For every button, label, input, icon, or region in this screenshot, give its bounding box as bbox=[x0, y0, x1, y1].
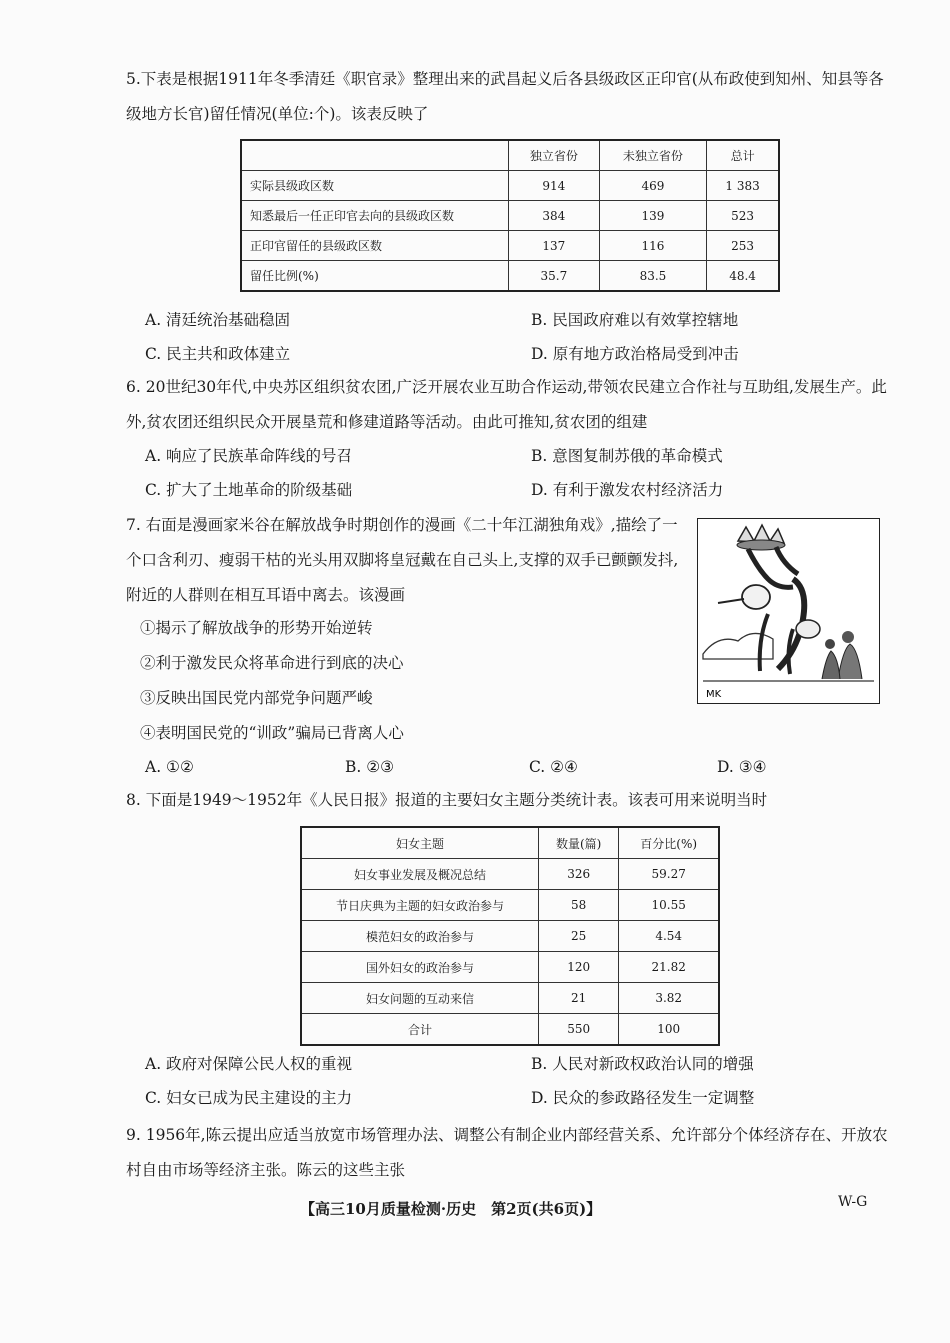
q7-cartoon bbox=[697, 518, 880, 704]
table-header-cell: 未独立省份 bbox=[599, 140, 706, 171]
q9-stem: 9. 1956年,陈云提出应适当放宽市场管理办法、调整公有制企业内部经营关系、允许部分个体经济存在、开放农村自由市场等经济主张。陈云的这些主张 bbox=[126, 1126, 888, 1179]
q8-option-d[interactable]: D. 民众的参政路径发生一定调整 bbox=[531, 1089, 755, 1107]
table-cell: 正印官留任的县级政区数 bbox=[241, 231, 509, 261]
table-cell: 知悉最后一任正印官去向的县级政区数 bbox=[241, 201, 509, 231]
table-row bbox=[301, 952, 719, 983]
table-row bbox=[301, 1014, 719, 1046]
table-cell: 节日庆典为主题的妇女政治参与 bbox=[301, 890, 539, 921]
table-cell: 550 bbox=[539, 1014, 619, 1046]
table-cell: 58 bbox=[539, 890, 619, 921]
q7-option-a[interactable]: A. ①② bbox=[145, 758, 194, 776]
table-row bbox=[301, 921, 719, 952]
cartoon-illustration bbox=[698, 519, 879, 703]
table-row bbox=[301, 890, 719, 921]
q5-option-b[interactable]: B. 民国政府难以有效掌控辖地 bbox=[531, 311, 739, 329]
q8-stem: 8. 下面是1949～1952年《人民日报》报道的主要妇女主题分类统计表。该表可用来说明当时 bbox=[126, 791, 768, 809]
table-header-cell: 百分比(%) bbox=[619, 827, 719, 859]
q5-options bbox=[145, 303, 845, 371]
q5-option-d[interactable]: D. 原有地方政治格局受到冲击 bbox=[531, 345, 739, 363]
table-cell: 914 bbox=[509, 171, 600, 201]
table-row bbox=[241, 231, 779, 261]
q6-option-a[interactable]: A. 响应了民族革命阵线的号召 bbox=[145, 447, 353, 465]
table-cell: 留任比例(%) bbox=[241, 261, 509, 292]
paper-code: W-G bbox=[838, 1194, 868, 1210]
table-cell: 59.27 bbox=[619, 859, 719, 890]
table-cell: 137 bbox=[509, 231, 600, 261]
q8-option-b[interactable]: B. 人民对新政权政治认同的增强 bbox=[531, 1055, 754, 1073]
table-cell: 139 bbox=[599, 201, 706, 231]
q8-option-c[interactable]: C. 妇女已成为民主建设的主力 bbox=[145, 1089, 353, 1107]
q5-option-c[interactable]: C. 民主共和政体建立 bbox=[145, 345, 291, 363]
table-header-cell: 独立省份 bbox=[509, 140, 600, 171]
table-cell: 326 bbox=[539, 859, 619, 890]
table-cell: 100 bbox=[619, 1014, 719, 1046]
table-cell: 10.55 bbox=[619, 890, 719, 921]
table-cell: 253 bbox=[707, 231, 779, 261]
q7-option-c[interactable]: C. ②④ bbox=[529, 758, 578, 776]
table-header-cell bbox=[241, 140, 509, 171]
table-cell: 83.5 bbox=[599, 261, 706, 292]
q8-table bbox=[300, 826, 720, 1046]
table-cell: 合计 bbox=[301, 1014, 539, 1046]
q7-items bbox=[126, 611, 680, 751]
table-header-cell: 总计 bbox=[707, 140, 779, 171]
table-cell: 116 bbox=[599, 231, 706, 261]
q6-option-d[interactable]: D. 有利于激发农村经济活力 bbox=[531, 481, 724, 499]
table-cell: 4.54 bbox=[619, 921, 719, 952]
page-footer: 【高三10月质量检测·历史 第2页(共6页)】 bbox=[300, 1200, 602, 1218]
table-cell: 21.82 bbox=[619, 952, 719, 983]
table-cell: 1 383 bbox=[707, 171, 779, 201]
table-cell: 模范妇女的政治参与 bbox=[301, 921, 539, 952]
q6-options bbox=[145, 439, 845, 507]
table-cell: 523 bbox=[707, 201, 779, 231]
table-row bbox=[301, 859, 719, 890]
q8-options bbox=[145, 1047, 845, 1115]
q7-option-b[interactable]: B. ②③ bbox=[345, 758, 395, 776]
table-header-row bbox=[301, 827, 719, 859]
table-row bbox=[241, 261, 779, 292]
table-cell: 3.82 bbox=[619, 983, 719, 1014]
q7-item-3: ③反映出国民党内部党争问题严峻 bbox=[140, 689, 373, 707]
table-cell: 384 bbox=[509, 201, 600, 231]
q8-option-a[interactable]: A. 政府对保障公民人权的重视 bbox=[145, 1055, 353, 1073]
table-cell: 国外妇女的政治参与 bbox=[301, 952, 539, 983]
q6-option-c[interactable]: C. 扩大了土地革命的阶级基础 bbox=[145, 481, 353, 499]
table-row bbox=[241, 171, 779, 201]
q6-stem: 6. 20世纪30年代,中央苏区组织贫农团,广泛开展农业互助合作运动,带领农民建立合作社与互助组,发展生产。此外,贫农团还组织民众开展垦荒和修建道路等活动。由此可推知,贫农团的组建 bbox=[126, 378, 887, 431]
table-row bbox=[301, 983, 719, 1014]
q7-item-2: ②利于激发民众将革命进行到底的决心 bbox=[140, 654, 404, 672]
table-cell: 469 bbox=[599, 171, 706, 201]
table-cell: 实际县级政区数 bbox=[241, 171, 509, 201]
table-header-cell: 数量(篇) bbox=[539, 827, 619, 859]
q5-table bbox=[240, 139, 780, 292]
q7-item-1: ①揭示了解放战争的形势开始逆转 bbox=[140, 619, 373, 637]
table-header-row bbox=[241, 140, 779, 171]
table-row bbox=[241, 201, 779, 231]
table-cell: 35.7 bbox=[509, 261, 600, 292]
q5-stem: 5.下表是根据1911年冬季清廷《职官录》整理出来的武昌起义后各县级政区正印官(从布政使到知州、知县等各级地方长官)留任情况(单位:个)。该表反映了 bbox=[126, 70, 884, 123]
cartoon-signature: MK bbox=[706, 689, 722, 700]
table-cell: 25 bbox=[539, 921, 619, 952]
q7-stem: 7. 右面是漫画家米谷在解放战争时期创作的漫画《二十年江湖独角戏》,描绘了一个口含利刃、瘦弱干枯的光头用双脚将皇冠戴在自己头上,支撑的双手已颤颤发抖,附近的人群则在相互耳语中离去。该漫画 bbox=[126, 516, 679, 604]
q5-option-a[interactable]: A. 清廷统治基础稳固 bbox=[145, 311, 291, 329]
table-cell: 48.4 bbox=[707, 261, 779, 292]
table-cell: 120 bbox=[539, 952, 619, 983]
table-header-cell: 妇女主题 bbox=[301, 827, 539, 859]
table-cell: 妇女事业发展及概况总结 bbox=[301, 859, 539, 890]
q7-options bbox=[145, 750, 845, 784]
q7-option-d[interactable]: D. ③④ bbox=[717, 758, 767, 776]
q7-item-4: ④表明国民党的“训政”骗局已背离人心 bbox=[140, 724, 404, 742]
table-cell: 21 bbox=[539, 983, 619, 1014]
table-cell: 妇女问题的互动来信 bbox=[301, 983, 539, 1014]
q6-option-b[interactable]: B. 意图复制苏俄的革命模式 bbox=[531, 447, 723, 465]
